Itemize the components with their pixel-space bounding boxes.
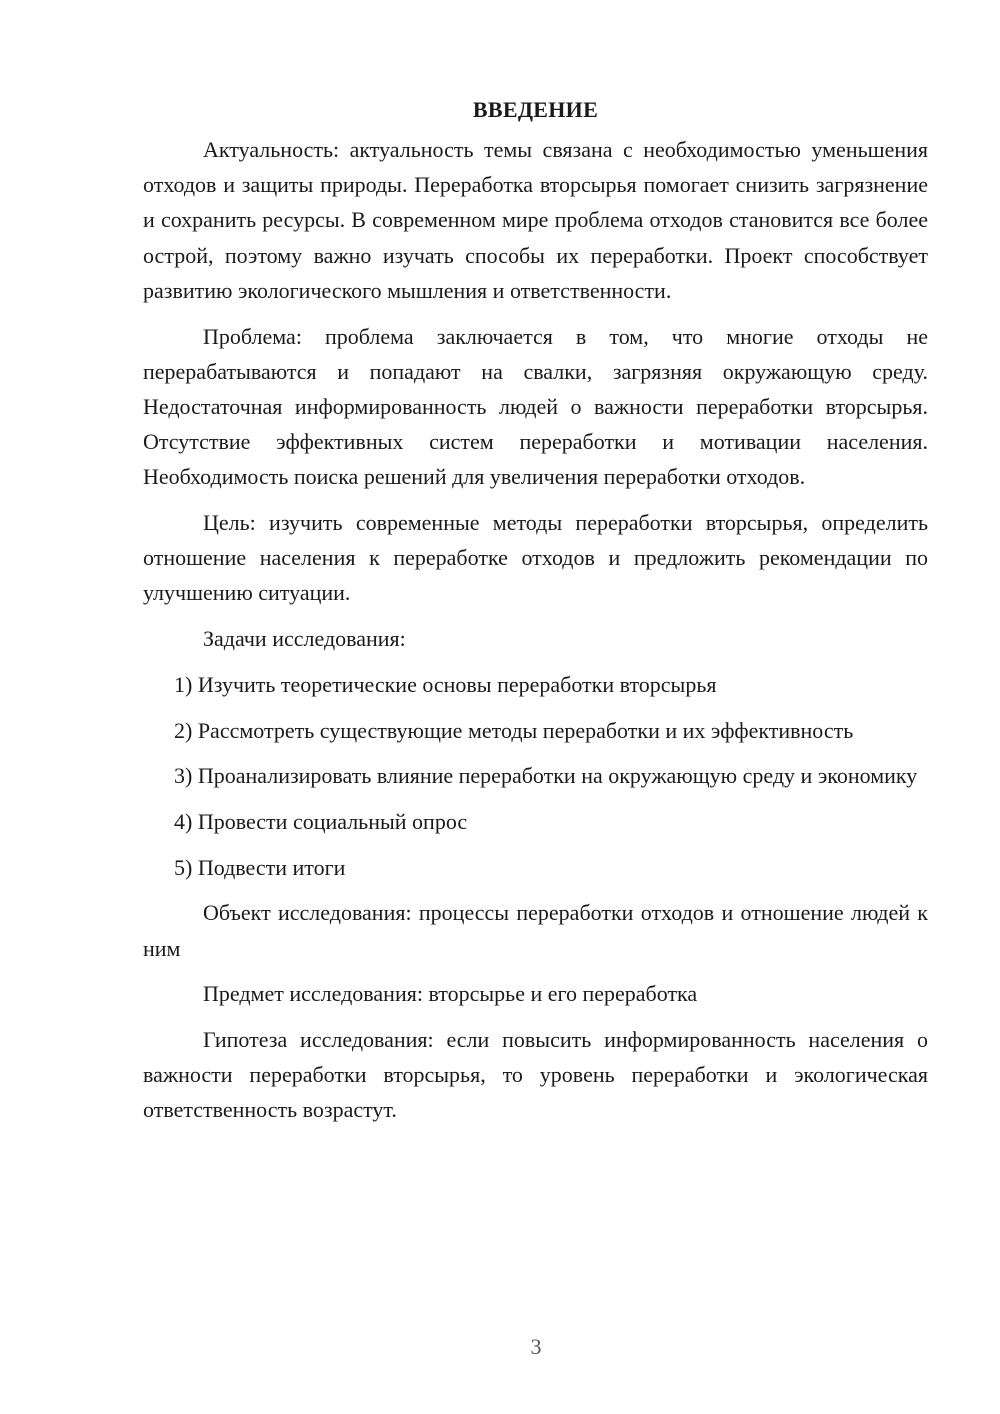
page-number-container [0, 1333, 1000, 1361]
document-page [143, 92, 928, 1138]
paragraph-relevance: Актуальность: актуальность темы связана с необходимостью уменьшения отходов и защиты природы. Переработка вторсырья помогает снизить загрязнение и сохранить ресурсы. В современном мире проблема отходов становится все более острой, поэтому важно изучать способы их переработки. Проект способствует развитию экологического мышления и ответственности. [143, 137, 928, 303]
page-number: 3 [530, 1334, 542, 1359]
task-item-3: 3) Проанализировать влияние переработки на окружающую среду и экономику [174, 763, 918, 789]
paragraph-object: Объект исследования: процессы переработки отходов и отношение людей к ним [143, 900, 928, 961]
paragraph-tasks-heading: Задачи исследования: [203, 626, 406, 652]
paragraph-goal: Цель: изучить современные методы переработки вторсырья, определить отношение населения к переработке отходов и предложить рекомендации по улучшению ситуации. [143, 510, 928, 606]
section-title: ВВЕДЕНИЕ [472, 97, 599, 122]
task-item-1: 1) Изучить теоретические основы переработки вторсырья [174, 671, 717, 697]
task-item-5: 5) Подвести итоги [174, 854, 346, 880]
paragraph-subject: Предмет исследования: вторсырье и его переработка [203, 981, 698, 1007]
task-item-2: 2) Рассмотреть существующие методы переработки и их эффективность [174, 717, 854, 743]
paragraph-problem: Проблема: проблема заключается в том, что многие отходы не перерабатываются и попадают на свалки, загрязняя окружающую среду. Недостаточная информированность людей о важности переработки вторсырья. Отсутствие эффективных систем переработки и мотивации населения. Необходимость поиска решений для увеличения переработки отходов. [143, 323, 928, 490]
task-item-4: 4) Провести социальный опрос [174, 808, 468, 834]
paragraph-hypothesis: Гипотеза исследования: если повысить информированность населения о важности переработки вторсырья, то уровень переработки и экологическая ответственность возрастут. [143, 1026, 928, 1123]
